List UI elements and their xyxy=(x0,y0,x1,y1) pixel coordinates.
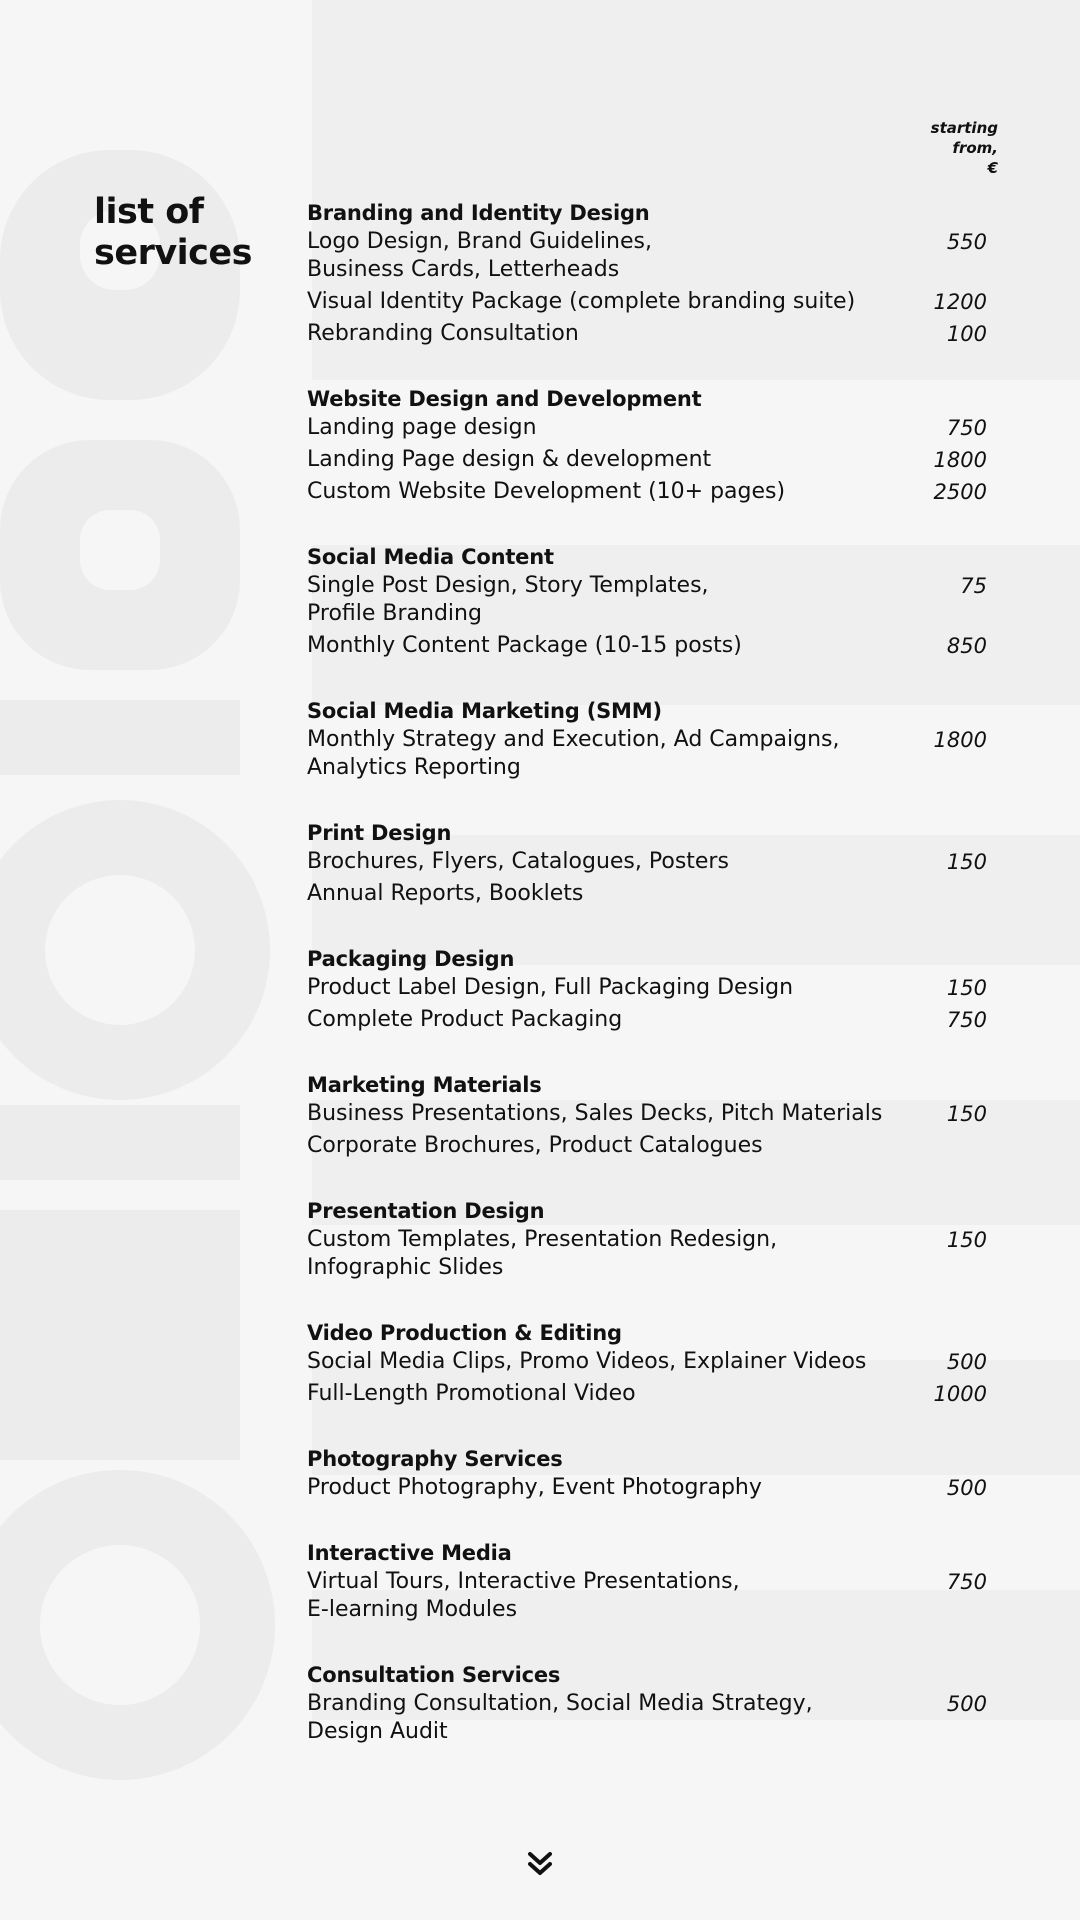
service-price: 500 xyxy=(946,1476,987,1500)
service-description: Logo Design, Brand Guidelines, Business Cards, Letterheads xyxy=(307,229,652,282)
service-price: 150 xyxy=(946,1228,987,1252)
service-row xyxy=(307,1132,987,1164)
service-description: Branding Consultation, Social Media Strategy, Design Audit xyxy=(307,1691,813,1744)
service-description: Social Media Clips, Promo Videos, Explainer Videos xyxy=(307,1349,867,1374)
service-price: 1200 xyxy=(933,290,987,314)
service-description: Business Presentations, Sales Decks, Pitch Materials xyxy=(307,1101,883,1126)
service-category xyxy=(307,944,987,1038)
service-description: Brochures, Flyers, Catalogues, Posters xyxy=(307,849,729,874)
service-row xyxy=(307,288,987,320)
service-description: Custom Templates, Presentation Redesign, Infographic Slides xyxy=(307,1227,778,1280)
service-row xyxy=(307,1380,987,1412)
category-title: Packaging Design xyxy=(307,947,515,971)
service-row xyxy=(307,414,987,446)
service-price: 750 xyxy=(946,1570,987,1594)
category-title: Social Media Content xyxy=(307,545,554,569)
service-description: Corporate Brochures, Product Catalogues xyxy=(307,1133,763,1158)
category-title: Presentation Design xyxy=(307,1199,545,1223)
service-row xyxy=(307,974,987,1006)
service-row xyxy=(307,228,987,288)
service-price: 850 xyxy=(946,634,987,658)
service-price: 150 xyxy=(946,850,987,874)
service-description: Product Photography, Event Photography xyxy=(307,1475,762,1500)
service-description: Landing page design xyxy=(307,415,537,440)
services-list xyxy=(307,198,987,1782)
service-category xyxy=(307,1444,987,1506)
service-description: Virtual Tours, Interactive Presentations, E-learning Modules xyxy=(307,1569,740,1622)
service-description: Rebranding Consultation xyxy=(307,321,579,346)
service-row xyxy=(307,320,987,352)
service-category xyxy=(307,1660,987,1750)
service-row xyxy=(307,880,987,912)
service-description: Complete Product Packaging xyxy=(307,1007,623,1032)
service-description: Product Label Design, Full Packaging Design xyxy=(307,975,794,1000)
category-title: Social Media Marketing (SMM) xyxy=(307,699,662,723)
service-category xyxy=(307,542,987,664)
background-word-art xyxy=(0,150,280,1800)
category-title: Marketing Materials xyxy=(307,1073,542,1097)
service-row xyxy=(307,632,987,664)
service-price: 75 xyxy=(960,574,987,598)
category-title: Photography Services xyxy=(307,1447,563,1471)
service-category xyxy=(307,198,987,352)
service-category xyxy=(307,696,987,786)
service-price: 750 xyxy=(946,416,987,440)
service-row xyxy=(307,1474,987,1506)
service-row xyxy=(307,848,987,880)
category-title: Video Production & Editing xyxy=(307,1321,622,1345)
category-title: Print Design xyxy=(307,821,452,845)
service-price: 150 xyxy=(946,976,987,1000)
service-price: 500 xyxy=(946,1692,987,1716)
service-category xyxy=(307,1318,987,1412)
price-column-header: starting from, € xyxy=(930,119,998,177)
service-description: Single Post Design, Story Templates, Profile Branding xyxy=(307,573,709,626)
service-price: 500 xyxy=(946,1350,987,1374)
service-price: 1800 xyxy=(933,448,987,472)
service-description: Full-Length Promotional Video xyxy=(307,1381,636,1406)
service-row xyxy=(307,726,987,786)
service-row xyxy=(307,1100,987,1132)
category-title: Consultation Services xyxy=(307,1663,561,1687)
service-description: Custom Website Development (10+ pages) xyxy=(307,479,786,504)
service-category xyxy=(307,818,987,912)
service-price: 750 xyxy=(946,1008,987,1032)
category-title: Branding and Identity Design xyxy=(307,201,650,225)
service-row xyxy=(307,1690,987,1750)
service-row xyxy=(307,446,987,478)
service-price: 2500 xyxy=(933,480,987,504)
service-price: 100 xyxy=(946,322,987,346)
category-title: Website Design and Development xyxy=(307,387,702,411)
service-category xyxy=(307,1538,987,1628)
service-price: 1000 xyxy=(933,1382,987,1406)
category-title: Interactive Media xyxy=(307,1541,512,1565)
service-row xyxy=(307,1006,987,1038)
service-row xyxy=(307,1226,987,1286)
service-description: Monthly Strategy and Execution, Ad Campaigns, Analytics Reporting xyxy=(307,727,840,780)
service-row xyxy=(307,572,987,632)
service-row xyxy=(307,478,987,510)
service-row xyxy=(307,1568,987,1628)
service-description: Annual Reports, Booklets xyxy=(307,881,584,906)
service-description: Visual Identity Package (complete branding suite) xyxy=(307,289,856,314)
service-description: Landing Page design & development xyxy=(307,447,712,472)
service-row xyxy=(307,1348,987,1380)
service-category xyxy=(307,1196,987,1286)
double-chevron-down-icon[interactable] xyxy=(526,1850,554,1878)
service-description: Monthly Content Package (10-15 posts) xyxy=(307,633,742,658)
page-title: list of services xyxy=(94,192,252,273)
service-price: 1800 xyxy=(933,728,987,752)
service-price: 150 xyxy=(946,1102,987,1126)
service-price: 550 xyxy=(946,230,987,254)
service-category xyxy=(307,384,987,510)
service-category xyxy=(307,1070,987,1164)
